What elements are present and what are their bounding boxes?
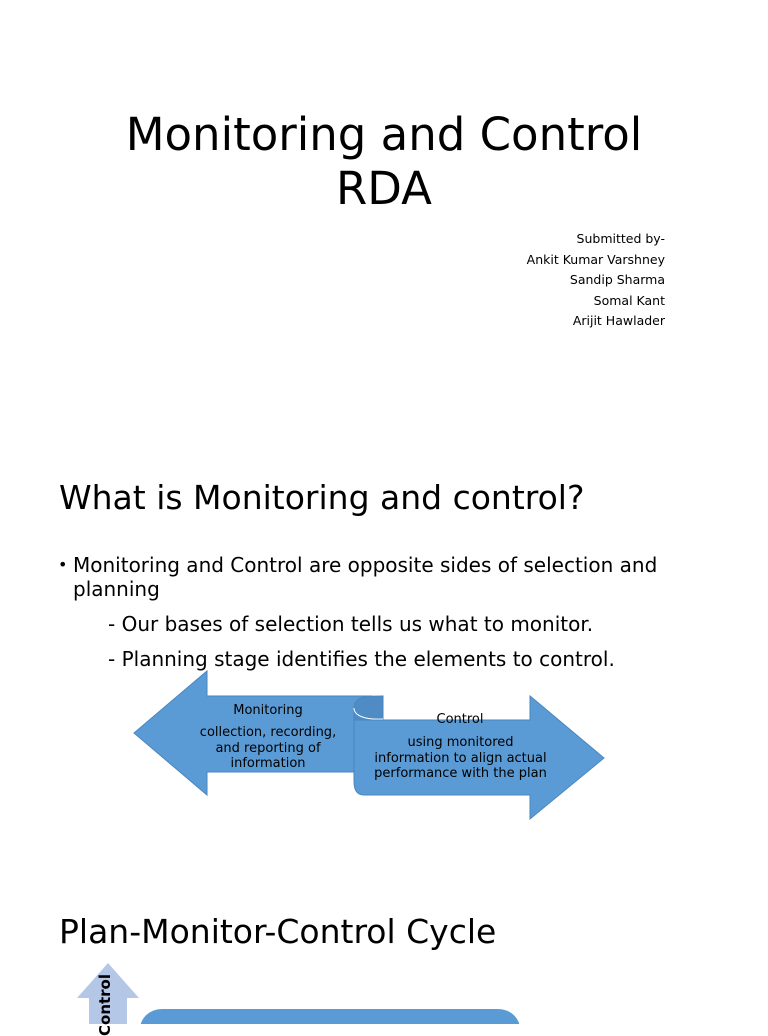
submitted-by-block (527, 229, 665, 332)
title-line-1: Monitoring and Control (125, 108, 643, 161)
sub-bullet: - Planning stage identifies the elements to control. (108, 647, 615, 671)
author-name: Sandip Sharma (569, 272, 665, 288)
author-name: Somal Kant (593, 292, 665, 308)
cycle-control-label (96, 1010, 136, 1036)
control-label: Control (436, 712, 484, 727)
cycle-slide (0, 880, 768, 1024)
monitoring-control-arrows (0, 440, 768, 860)
submitted-by-label: Submitted by- (576, 231, 665, 246)
bullet-dot-icon: • (58, 555, 68, 574)
author-name: Arijit Hawlader (572, 313, 665, 329)
monitoring-description: collection, recording, and reporting of information (199, 725, 337, 771)
slide-title: What is Monitoring and control? (59, 478, 585, 517)
control-description: using monitored information to align actual performance with the plan (374, 735, 547, 781)
title-slide (0, 0, 768, 420)
author-name: Ankit Kumar Varshney (526, 251, 665, 267)
title-line-2: RDA (336, 162, 432, 215)
cycle-bar (140, 1009, 520, 1024)
definition-slide (0, 440, 768, 860)
sub-bullet: - Our bases of selection tells us what to monitor. (108, 612, 594, 636)
bullet-text: Monitoring and Control are opposite sides of selection and planning (73, 553, 658, 601)
presentation-title (0, 108, 768, 216)
scroll-curl-shape (354, 696, 383, 720)
cycle-diagram (0, 880, 768, 1024)
monitoring-label: Monitoring (233, 703, 303, 718)
slide-title: Plan-Monitor-Control Cycle (59, 912, 497, 951)
